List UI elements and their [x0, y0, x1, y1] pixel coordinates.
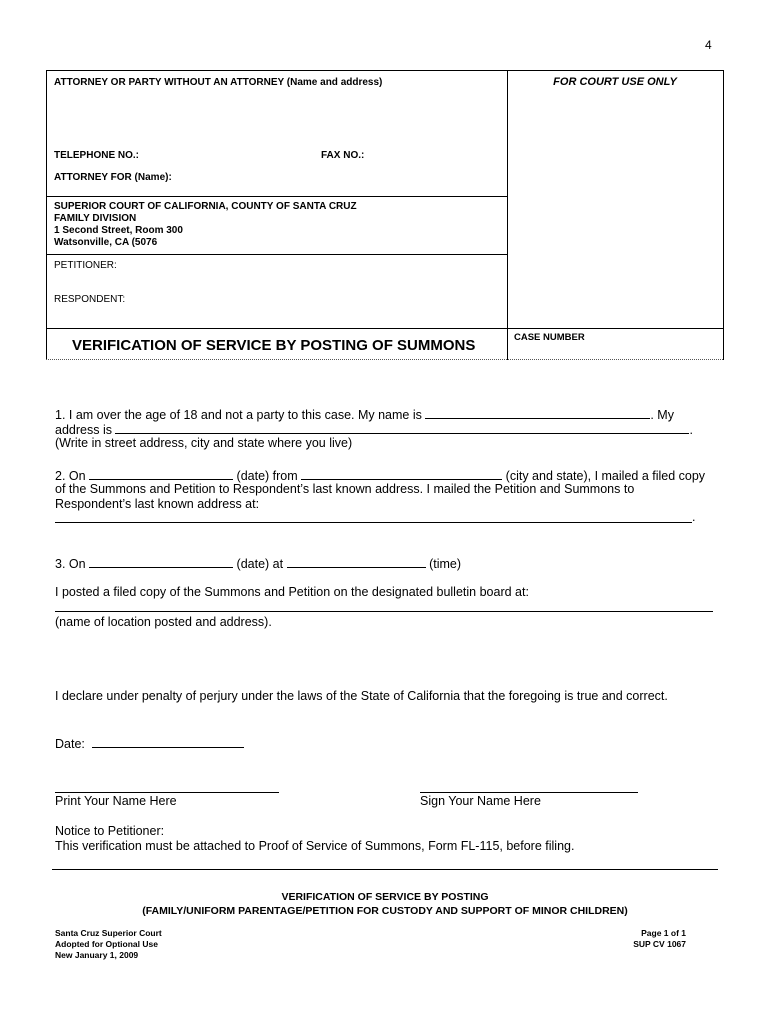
- paragraph-2-line-3: Respondent’s last known address at:: [55, 497, 260, 511]
- footer-title-1: VERIFICATION OF SERVICE BY POSTING: [281, 891, 489, 903]
- paragraph-3-on: 3. On: [55, 557, 86, 571]
- time-label: (time): [429, 557, 462, 571]
- respondent-address-field[interactable]: [55, 522, 692, 523]
- location-note: (name of location posted and address).: [55, 615, 272, 629]
- form-number: SUP CV 1067: [633, 939, 686, 949]
- case-number-label: CASE NUMBER: [514, 332, 585, 343]
- address-field[interactable]: [115, 421, 689, 434]
- court-line: Watsonville, CA (5076: [54, 237, 158, 248]
- footer-divider: [52, 869, 718, 870]
- print-name-field[interactable]: [55, 792, 279, 793]
- attorney-label: ATTORNEY OR PARTY WITHOUT AN ATTORNEY (Name and address): [54, 77, 383, 88]
- period: .: [692, 510, 696, 524]
- declaration-text: I declare under penalty of perjury under the laws of the State of California that the foregoing is true and correct.: [55, 689, 668, 703]
- sign-name-label: Sign Your Name Here: [420, 794, 541, 808]
- posted-text: I posted a filed copy of the Summons and Petition on the designated bulletin board at:: [55, 585, 529, 599]
- attorney-for-label: ATTORNEY FOR (Name):: [54, 172, 172, 183]
- address-note: (Write in street address, city and state where you live): [55, 436, 353, 450]
- address-label: address is: [55, 423, 112, 437]
- footer-left-line: Santa Cruz Superior Court: [55, 928, 162, 938]
- footer-title-2: (FAMILY/UNIFORM PARENTAGE/PETITION FOR CUSTODY AND SUPPORT OF MINOR CHILDREN): [142, 905, 628, 917]
- footer-left-line: Adopted for Optional Use: [55, 939, 158, 949]
- posting-time-field[interactable]: [287, 555, 426, 568]
- court-line: SUPERIOR COURT OF CALIFORNIA, COUNTY OF SANTA CRUZ: [54, 201, 357, 212]
- telephone-label: TELEPHONE NO.:: [54, 150, 140, 161]
- footer-right: [560, 928, 686, 950]
- footer-left-line: New January 1, 2009: [55, 950, 139, 960]
- posting-date-field[interactable]: [89, 555, 233, 568]
- date-label: Date:: [55, 737, 85, 751]
- date-line: [55, 735, 244, 752]
- court-line: 1 Second Street, Room 300: [54, 225, 183, 236]
- paragraph-1-my: . My: [650, 408, 674, 422]
- name-field[interactable]: [425, 406, 650, 419]
- footer-left: [55, 928, 162, 961]
- print-name-label: Print Your Name Here: [55, 794, 177, 808]
- location-field[interactable]: [55, 611, 713, 612]
- paragraph-2-line-2: of the Summons and Petition to Respondent’s last known address. I mailed the Petition and Summons to: [55, 482, 635, 496]
- form-title: VERIFICATION OF SERVICE BY POSTING OF SUMMONS: [72, 337, 476, 354]
- notice-text: This verification must be attached to Proof of Service of Summons, Form FL-115, before filing.: [55, 839, 575, 853]
- petitioner-label: PETITIONER:: [54, 260, 117, 271]
- city-state-label: (city and state), I mailed a filed copy: [505, 469, 706, 483]
- city-state-field[interactable]: [301, 467, 502, 480]
- date-at-label: (date) at: [236, 557, 284, 571]
- paragraph-3-line-1: [55, 555, 461, 572]
- fax-label: FAX NO.:: [321, 150, 365, 161]
- court-line: FAMILY DIVISION: [54, 213, 137, 224]
- date-from-label: (date) from: [236, 469, 298, 483]
- page-number: 4: [705, 38, 712, 52]
- page-of: Page 1 of 1: [641, 928, 686, 938]
- court-address: [54, 201, 357, 249]
- mail-date-field[interactable]: [89, 467, 233, 480]
- paragraph-2-on: 2. On: [55, 469, 86, 483]
- notice-title: Notice to Petitioner:: [55, 824, 165, 838]
- period: .: [689, 423, 693, 437]
- paragraph-1-text: 1. I am over the age of 18 and not a party to this case. My name is: [55, 408, 422, 422]
- signature-field[interactable]: [420, 792, 638, 793]
- respondent-label: RESPONDENT:: [54, 294, 126, 305]
- signature-date-field[interactable]: [92, 735, 244, 748]
- court-use-label: FOR COURT USE ONLY: [553, 76, 677, 88]
